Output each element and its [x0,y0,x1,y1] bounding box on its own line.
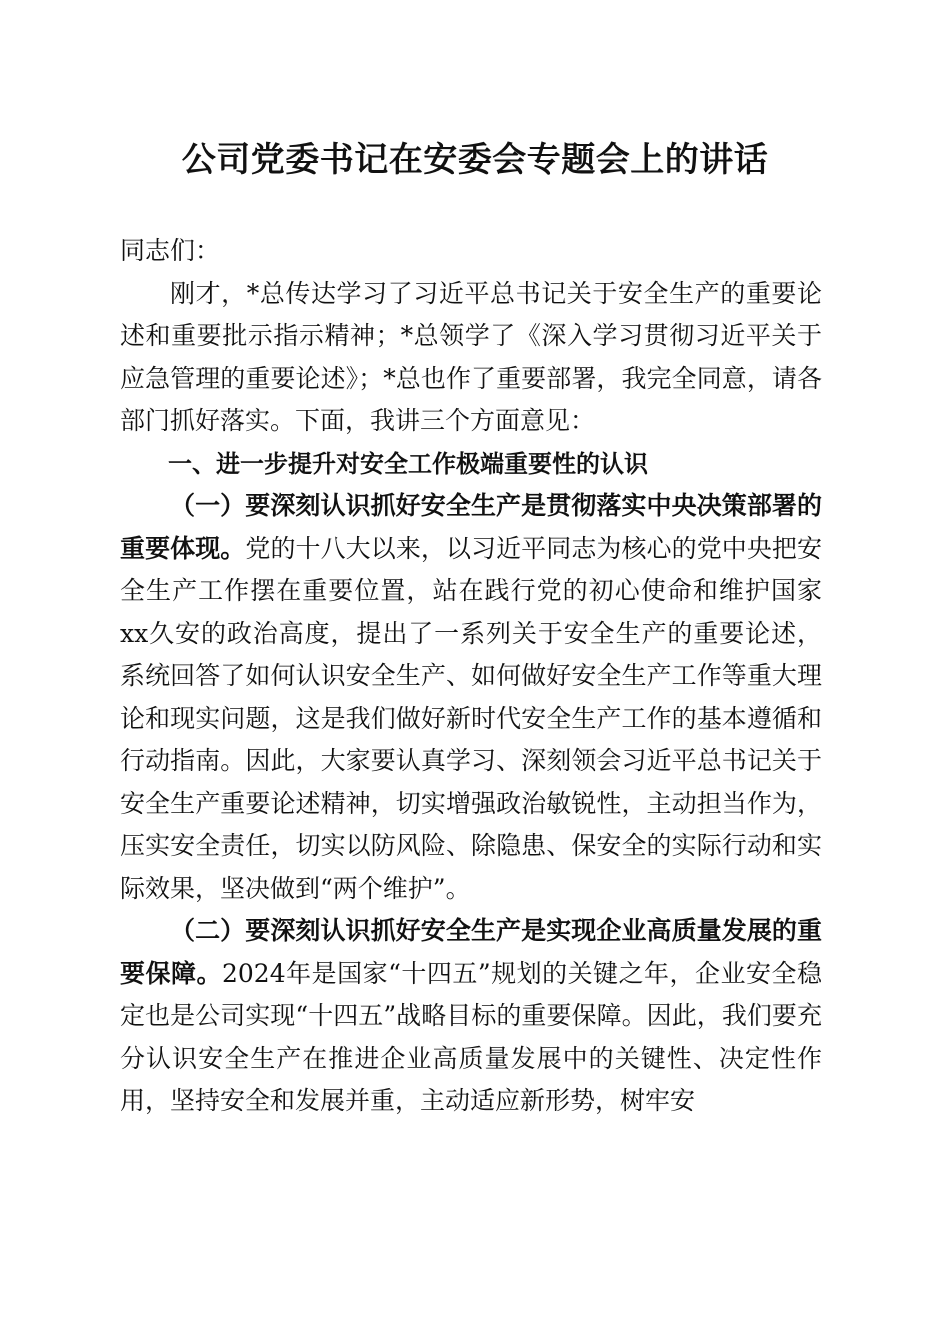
intro-paragraph: 刚才，*总传达学习了习近平总书记关于安全生产的重要论述和重要批示指示精神；*总领学了《深入学习贯彻习近平关于应急管理的重要论述》；*总也作了重要部署，我完全同意，请各部门抓好落实。下面，我讲三个方面意见： [120,278,822,435]
item-body-1: 党的十八大以来，以习近平同志为核心的党中央把安全生产工作摆在重要位置，站在践行党的初心使命和维护国家xx久安的政治高度，提出了一系列关于安全生产的重要论述，系统回答了如何认识安全生产、如何做好安全生产工作等重大理论和现实问题，这是我们做好新时代安全生产工作的基本遵循和行动指南。因此，大家要认真学习、深刻领会习近平总书记关于安全生产重要论述精神，切实增强政治敏锐性，主动担当作为，压实安全责任，切实以防风险、除隐患、保安全的实际行动和实际效果，坚决做到“两个维护”。 [120,533,822,903]
salutation: 同志们： [120,236,221,265]
item-body-2: 2024年是国家“十四五”规划的关键之年，企业安全稳定也是公司实现“十四五”战略目标的重要保障。因此，我们要充分认识安全生产在推进企业高质量发展中的关键性、决定性作用，坚持安全和发展并重，主动适应新形势，树牢安 [120,958,822,1115]
item-heading-1: （一）要深刻认识抓好安全生产是贯彻落实中央决策部署的重要体现。 [120,491,822,563]
section-heading-1: 一、进一步提升对安全工作极端重要性的认识 [168,449,648,478]
item-heading-2: （二）要深刻认识抓好安全生产是实现企业高质量发展的重要保障。 [120,916,822,988]
item-paragraph-2 [120,910,822,1123]
document-body [120,230,822,1123]
document-title: 公司党委书记在安委会专题会上的讲话 [181,140,769,180]
item-paragraph-1 [120,485,822,910]
